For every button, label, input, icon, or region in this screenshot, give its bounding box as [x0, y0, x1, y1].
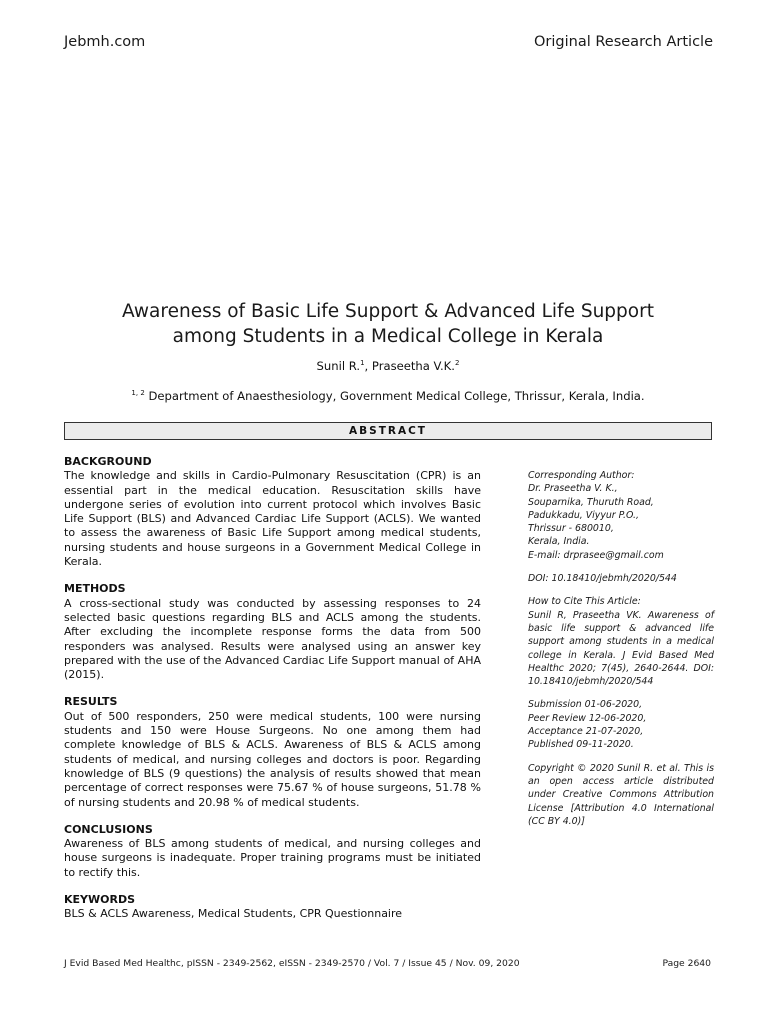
abstract-section-background — [64, 455, 481, 569]
footer-citation: J Evid Based Med Healthc, pISSN - 2349-2562, eISSN - 2349-2570 / Vol. 7 / Issue 45 / Nov. 09, 2020 — [64, 958, 520, 969]
abstract-section-methods — [64, 582, 481, 682]
how-to-cite — [528, 595, 714, 688]
corresponding-line: Dr. Praseetha V. K., — [528, 483, 618, 495]
date-line: Peer Review 12-06-2020, — [528, 712, 647, 724]
abstract-section-conclusions — [64, 823, 481, 880]
section-text: Out of 500 responders, 250 were medical students, 100 were nursing students and 150 were House Surgeons. No one among them had complete knowledge of BLS & ACLS. Awareness of BLS & ACLS among students of medical, and nursing colleges and doctors is poor. Regarding knowledge of BLS (9 questions) the analysis of results showed that mean percentage of correct responses were 75.67 % of house surgeons, 51.78 % of nursing students and 20.98 % of medical students. — [64, 709, 481, 809]
affiliation-mark: 1, 2 — [131, 389, 145, 397]
cite-text: Sunil R, Praseetha VK. Awareness of basic life support & advanced life support among students in a medical college in Kerala. J Evid Based Med Healthc 2020; 7(45), 2640-2644. DOI: 10.18410/jebmh/2020/544 — [528, 609, 714, 688]
date-line: Published 09-11-2020. — [528, 739, 634, 751]
corresponding-line: Kerala, India. — [528, 536, 590, 548]
date-line: Submission 01-06-2020, — [528, 699, 643, 711]
section-heading: METHODS — [64, 582, 126, 596]
article-info-sidebar — [528, 469, 714, 838]
section-heading: RESULTS — [64, 695, 118, 709]
journal-site: Jebmh.com — [64, 34, 146, 50]
article-type: Original Research Article — [534, 34, 713, 50]
section-text: The knowledge and skills in Cardio-Pulmonary Resuscitation (CPR) is an essential part in the medical education. Resuscitation skills have undergone series of evolution into current protocol which involves Basic Life Support (BLS) and Advanced Cardiac Life Support (ACLS). We wanted to assess the awareness of Basic Life Support among medical students, nursing students and house surgeons in a Government Medical College in Kerala. — [64, 469, 481, 569]
corresponding-author — [528, 469, 714, 562]
author-list — [60, 359, 716, 373]
section-heading: CONCLUSIONS — [64, 822, 153, 836]
doi[interactable]: DOI: 10.18410/jebmh/2020/544 — [528, 573, 677, 585]
section-text: BLS & ACLS Awareness, Medical Students, CPR Questionnaire — [64, 907, 403, 921]
corresponding-email[interactable]: E-mail: drprasee@gmail.com — [528, 549, 664, 561]
corresponding-line: Souparnika, Thuruth Road, — [528, 496, 654, 508]
cite-label: How to Cite This Article: — [528, 596, 641, 608]
affiliation — [60, 389, 716, 403]
corresponding-line: Padukkadu, Viyyur P.O., — [528, 509, 639, 521]
publication-dates — [528, 698, 714, 751]
abstract-body — [64, 455, 481, 935]
title-line-2: among Students in a Medical College in Kerala — [172, 326, 604, 347]
corresponding-line: Thrissur - 680010, — [528, 523, 614, 535]
abstract-section-keywords — [64, 893, 481, 922]
corresponding-line: Corresponding Author: — [528, 470, 635, 481]
affiliation-text: Department of Anaesthesiology, Government Medical College, Thrissur, Kerala, India. — [144, 389, 645, 403]
title-line-1: Awareness of Basic Life Support & Advanced Life Support — [122, 301, 654, 322]
copyright-notice: Copyright © 2020 Sunil R. et al. This is an open access article distributed under Creative Commons Attribution License [Attribution 4.0 International (CC BY 4.0)] — [528, 762, 714, 827]
page-number: Page 2640 — [662, 958, 711, 969]
abstract-section-results — [64, 695, 481, 809]
date-line: Acceptance 21-07-2020, — [528, 726, 644, 738]
section-heading: BACKGROUND — [64, 455, 152, 468]
author-name: Praseetha V.K. — [371, 359, 455, 373]
abstract-heading-bar: ABSTRACT — [64, 422, 712, 440]
author-separator: , — [364, 359, 372, 373]
section-text: A cross-sectional study was conducted by assessing responses to 24 selected basic questions regarding BLS and ACLS among the students. After excluding the incomplete response forms the data from 500 responders was analysed. Results were analysed using an answer key prepared with the use of the Advanced Cardiac Life Support manual of AHA (2015). — [64, 596, 481, 682]
article-title — [60, 299, 716, 349]
author-name: Sunil R. — [316, 359, 361, 373]
section-text: Awareness of BLS among students of medical, and nursing colleges and house surgeons is inadequate. Proper training programs must be initiated to rectify this. — [64, 837, 481, 879]
section-heading: KEYWORDS — [64, 893, 136, 907]
author-affiliation-mark: 1 — [360, 359, 365, 367]
author-affiliation-mark: 2 — [454, 359, 460, 367]
